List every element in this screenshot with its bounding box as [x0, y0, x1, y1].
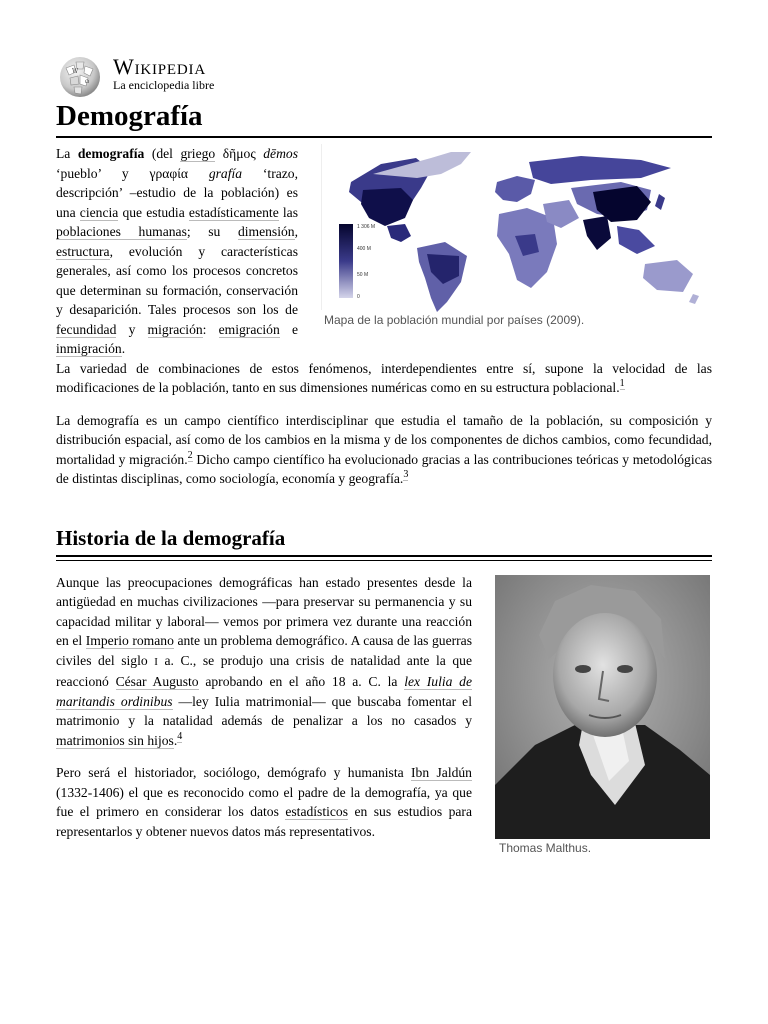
thomas-malthus-portrait[interactable]	[495, 575, 710, 839]
intro-text-column	[56, 144, 298, 359]
portrait-caption: Thomas Malthus.	[499, 840, 592, 855]
world-population-map[interactable]	[321, 144, 712, 334]
wikipedia-globe-logo[interactable]	[56, 54, 104, 98]
map-legend-label: 1 306 M	[357, 224, 376, 230]
reference-3[interactable]: 3	[403, 469, 409, 481]
text: ‘pueblo’ y γραφία	[56, 165, 209, 181]
map-legend-label: 400 M	[357, 246, 371, 252]
section-spacer	[56, 489, 712, 523]
text: en sus estudios para representarlos y obtener nuevos datos más representativos.	[56, 804, 472, 839]
text: que estudia	[118, 204, 189, 220]
link-estadisticamente[interactable]: estadísticamente	[188, 204, 279, 220]
link-lex-iulia[interactable]: lex Iulia de maritandis ordinibus	[56, 674, 473, 709]
text: δῆμος	[215, 146, 264, 161]
roman-numeral-siglo: I	[154, 655, 158, 668]
site-header	[56, 50, 712, 98]
text: e	[279, 321, 298, 337]
link-emigracion[interactable]: emigración	[218, 321, 280, 337]
title-divider	[56, 136, 712, 138]
link-migracion[interactable]: migración	[147, 321, 203, 337]
history-section	[56, 573, 712, 855]
link-estructura[interactable]: estructura	[56, 243, 110, 259]
link-griego[interactable]: griego	[180, 146, 216, 161]
section-heading-historia: Historia de la demografía	[56, 525, 286, 550]
map-region-europe	[495, 176, 535, 202]
svg-text:Ω: Ω	[85, 79, 90, 85]
map-region-russia	[529, 156, 671, 184]
link-ciencia[interactable]: ciencia	[79, 204, 119, 220]
history-text-column	[56, 573, 472, 842]
map-legend-label: 0	[357, 294, 360, 300]
text: Aunque las preocupaciones demográficas han estado presentes desde la antigüedad en muchas civilizaciones —para preservar su permanencia y su capacidad militar y laboral— vemos por primera vez durante una reacción en el	[56, 574, 472, 648]
section-divider-thin	[56, 560, 712, 561]
link-dimension[interactable]: dimensión	[237, 224, 295, 239]
intro-paragraph-2	[56, 411, 712, 489]
link-matrimonios-sin-hijos[interactable]: matrimonios sin hijos	[56, 732, 174, 748]
map-region-new-zealand	[689, 294, 699, 304]
history-paragraph-2	[56, 763, 472, 841]
text: ,	[294, 224, 298, 239]
text: La demografía es un campo científico interdisciplinar que estudia el tamaño de la población, su composición y distribución espacial, así como de los cambios en la misma y de los componentes de dichos cambios, como fecundidad, mortalidad y migración.	[56, 412, 712, 467]
text: .	[121, 341, 126, 356]
link-fecundidad[interactable]: fecundidad	[56, 321, 117, 337]
intro-section	[56, 144, 712, 489]
map-region-usa	[361, 188, 413, 226]
reference-2[interactable]: 2	[187, 449, 193, 461]
intro-paragraph-1	[56, 144, 298, 359]
text: las	[278, 204, 299, 220]
wikipedia-wordmark[interactable]: Wikipedia	[113, 54, 206, 79]
history-paragraph-1	[56, 573, 472, 751]
text: ante un problema demográfico. A causa de las guerras civiles del siglo	[56, 633, 472, 668]
text: , evolución y características generales, así como los procesos concretos que determinan su formación, conservación y desaparición. Tales procesos son los de	[56, 243, 298, 317]
page-title: Demografía	[56, 100, 203, 132]
map-legend-label: 50 M	[357, 272, 369, 278]
reference-4[interactable]: 4	[177, 730, 183, 742]
map-region-mexico	[387, 224, 411, 242]
link-ibn-jaldun[interactable]: Ibn Jaldún	[411, 765, 472, 780]
text: .	[173, 732, 178, 748]
text: y	[116, 321, 148, 337]
map-region-australia	[643, 260, 693, 292]
text: Dicho campo científico ha evolucionado gracias a las contribuciones teóricas y metodológicas de distintas disciplinas, como sociología, economía y geografía.	[56, 451, 712, 486]
text: a. C., se produjo una crisis de natalidad ante la que reaccionó	[56, 652, 473, 689]
map-legend-bar	[339, 224, 353, 298]
text: ; su	[186, 224, 238, 239]
link-estadisticos[interactable]: estadísticos	[285, 804, 349, 819]
text: La variedad de combinaciones de estos fenómenos, interdependientes entre sí, supone la velocidad de las modificaciones de la población, tanto en sus dimensiones numéricas como en su estructura poblacional.	[56, 360, 712, 395]
text: Pero será el historiador, sociólogo, demógrafo y humanista	[56, 765, 412, 780]
intro-paragraph-1-continued	[56, 359, 712, 398]
section-divider-thick	[56, 555, 712, 557]
wikipedia-tagline: La enciclopedia libre	[113, 78, 215, 92]
text: (1332-1406) el que es reconocido como el padre de la demografía, ya que fue el primero en considerar los datos	[56, 784, 472, 819]
text: :	[202, 321, 219, 337]
link-imperio-romano[interactable]: Imperio romano	[85, 633, 174, 648]
svg-text:W: W	[72, 68, 79, 75]
map-region-india	[583, 216, 611, 250]
map-caption: Mapa de la población mundial por países (2009).	[324, 313, 585, 327]
map-region-southeast-asia	[617, 226, 655, 254]
text: (del	[144, 146, 181, 161]
transliteration-grafia: grafía	[208, 165, 243, 181]
text: La	[56, 146, 78, 161]
text: aprobando en el año 18 a. C. la	[198, 674, 405, 689]
transliteration-demos: dēmos	[263, 146, 298, 161]
link-inmigracion[interactable]: inmigración	[56, 341, 122, 356]
text: ‘trazo, descripción’ –estudio de la población) es una	[56, 165, 298, 220]
link-poblaciones-humanas[interactable]: poblaciones humanas	[56, 224, 187, 239]
reference-1[interactable]: 1	[619, 378, 625, 390]
text: —ley Iulia matrimonial— que buscaba fomentar el matrimonio y la natalidad además de penalizar a los no casados y	[56, 693, 472, 728]
link-cesar-augusto[interactable]: César Augusto	[115, 674, 199, 689]
term-demografia: demografía	[77, 146, 145, 161]
map-region-japan	[655, 194, 665, 210]
page	[56, 50, 712, 855]
